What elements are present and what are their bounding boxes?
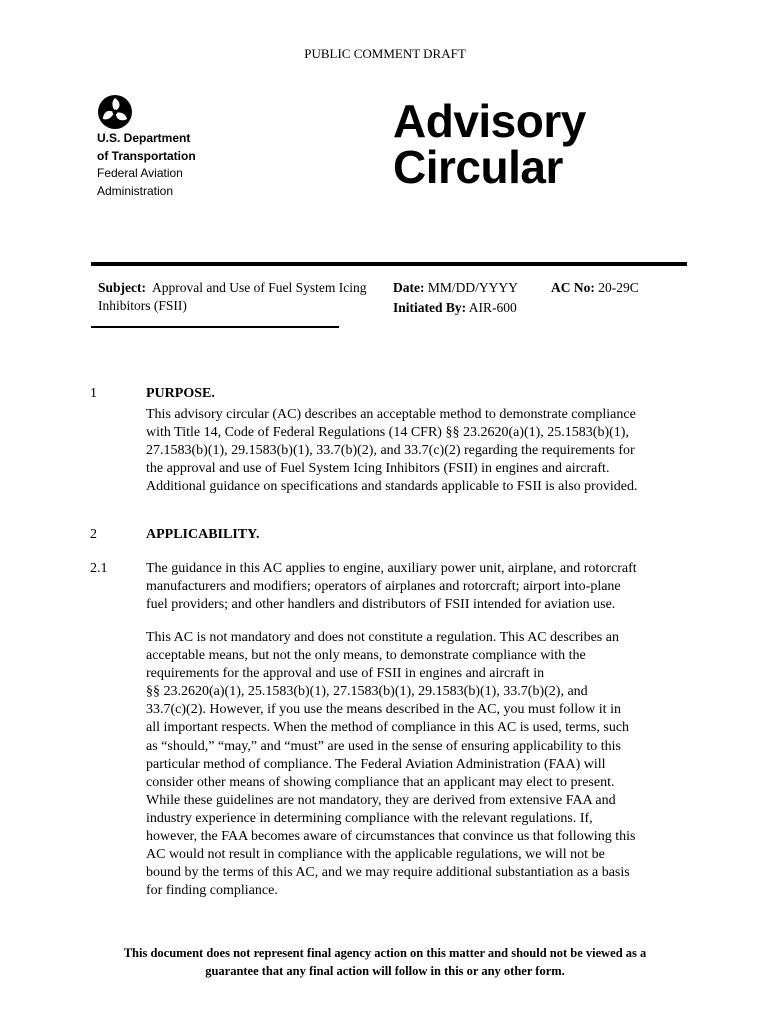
paragraph-line: AC would not result in compliance with the applicable regulations, we will not be (146, 847, 605, 863)
disclaimer-footer (85, 944, 685, 980)
paragraph-line: manufacturers and modifiers; operators of airplanes and rotorcraft; airport into-plane (146, 579, 621, 595)
agency-block (97, 130, 196, 200)
date-value: MM/DD/YYYY (427, 280, 518, 295)
section-1-paragraph (146, 406, 680, 496)
ac-number-field (551, 279, 639, 297)
subject-line-2: Inhibitors (FSII) (98, 298, 187, 313)
acno-label: AC No: (551, 280, 595, 295)
footer-line-1: This document does not represent final agency action on this matter and should not be viewed as a (123, 946, 647, 960)
paragraph-line: all important respects. When the method of compliance in this AC is used, terms, such (146, 720, 630, 736)
section-2-1-number: 2.1 (90, 561, 108, 576)
subject-rule (91, 326, 339, 328)
doc-type-line-2: Circular (393, 141, 563, 193)
paragraph-line: §§ 23.2620(a)(1), 25.1583(b)(1), 27.1583(b)(1), 29.1583(b)(1), 33.7(b)(2), and (146, 684, 588, 700)
doc-type-line-1: Advisory (393, 95, 586, 147)
date-field (393, 279, 518, 297)
initiated-label: Initiated By: (393, 300, 467, 315)
paragraph-line: the approval and use of Fuel System Icing Inhibitors (FSII) in engines and aircraft. (146, 461, 610, 477)
paragraph-line: particular method of compliance. The Federal Aviation Administration (FAA) will (146, 756, 606, 772)
acno-value: 20-29C (598, 280, 639, 295)
agency-line-2: of Transportation (97, 148, 196, 163)
paragraph-line: bound by the terms of this AC, and we may require additional substantiation as a basis (146, 865, 630, 881)
initiated-value: AIR-600 (468, 300, 517, 315)
paragraph-line: fuel providers; and other handlers and distributors of FSII intended for aviation use. (146, 597, 616, 613)
header-rule (91, 262, 687, 266)
section-2-title: APPLICABILITY. (146, 527, 260, 542)
subject-line-1 (98, 279, 383, 297)
paragraph-line: The guidance in this AC applies to engine, auxiliary power unit, airplane, and rotorcraft (146, 561, 637, 576)
section-2-1-paragraph (146, 560, 680, 614)
paragraph-line: requirements for the approval and use of FSII in engines and aircraft in (146, 666, 545, 682)
agency-line-4: Administration (97, 183, 174, 198)
paragraph-line: acceptable means, but not the only means, to demonstrate compliance with the (146, 648, 586, 664)
paragraph-line: Additional guidance on specifications and standards applicable to FSII is also provided. (146, 479, 638, 495)
paragraph-line: with Title 14, Code of Federal Regulations (14 CFR) §§ 23.2620(a)(1), 25.1583(b)(1), (146, 425, 629, 441)
section-1-number: 1 (90, 386, 97, 401)
paragraph-line: 27.1583(b)(1), 29.1583(b)(1), 33.7(b)(2), and 33.7(c)(2) regarding the requirements for (146, 443, 635, 459)
paragraph-line: While these guidelines are not mandatory, they are derived from extensive FAA and (146, 792, 616, 808)
paragraph-line: This advisory circular (AC) describes an acceptable method to demonstrate compliance (146, 407, 636, 422)
agency-line-3: Federal Aviation (97, 166, 183, 180)
date-label: Date: (393, 280, 425, 295)
section-2-number: 2 (90, 527, 97, 542)
initiated-by-field (393, 299, 517, 317)
subject-block (98, 279, 383, 315)
section-1-title: PURPOSE. (146, 386, 215, 401)
document-type-title (393, 95, 586, 193)
draft-label: PUBLIC COMMENT DRAFT (304, 46, 466, 61)
paragraph-line: consider other means of showing compliance that an applicant may elect to present. (146, 774, 615, 790)
subject-text-1: Approval and Use of Fuel System Icing (152, 280, 367, 295)
paragraph-line: for finding compliance. (146, 883, 278, 899)
dot-tri-swirl-logo-icon (97, 94, 133, 130)
agency-line-1: U.S. Department (97, 131, 191, 145)
paragraph-line: industry experience in determining compliance with the relevant regulations. If, (146, 810, 593, 826)
footer-line-2: guarantee that any final action will follow in this or any other form. (205, 964, 565, 978)
paragraph-line: however, the FAA becomes aware of circumstances that convince us that following this (146, 829, 636, 845)
section-2-1-second-paragraph (146, 629, 680, 900)
paragraph-line: 33.7(c)(2). However, if you use the means described in the AC, you must follow it in (146, 702, 621, 718)
paragraph-line: as “should,” “may,” and “must” are used in the sense of ensuring applicability to this (146, 738, 621, 754)
subject-label: Subject: (98, 280, 146, 295)
paragraph-line: This AC is not mandatory and does not constitute a regulation. This AC describes an (146, 630, 619, 645)
